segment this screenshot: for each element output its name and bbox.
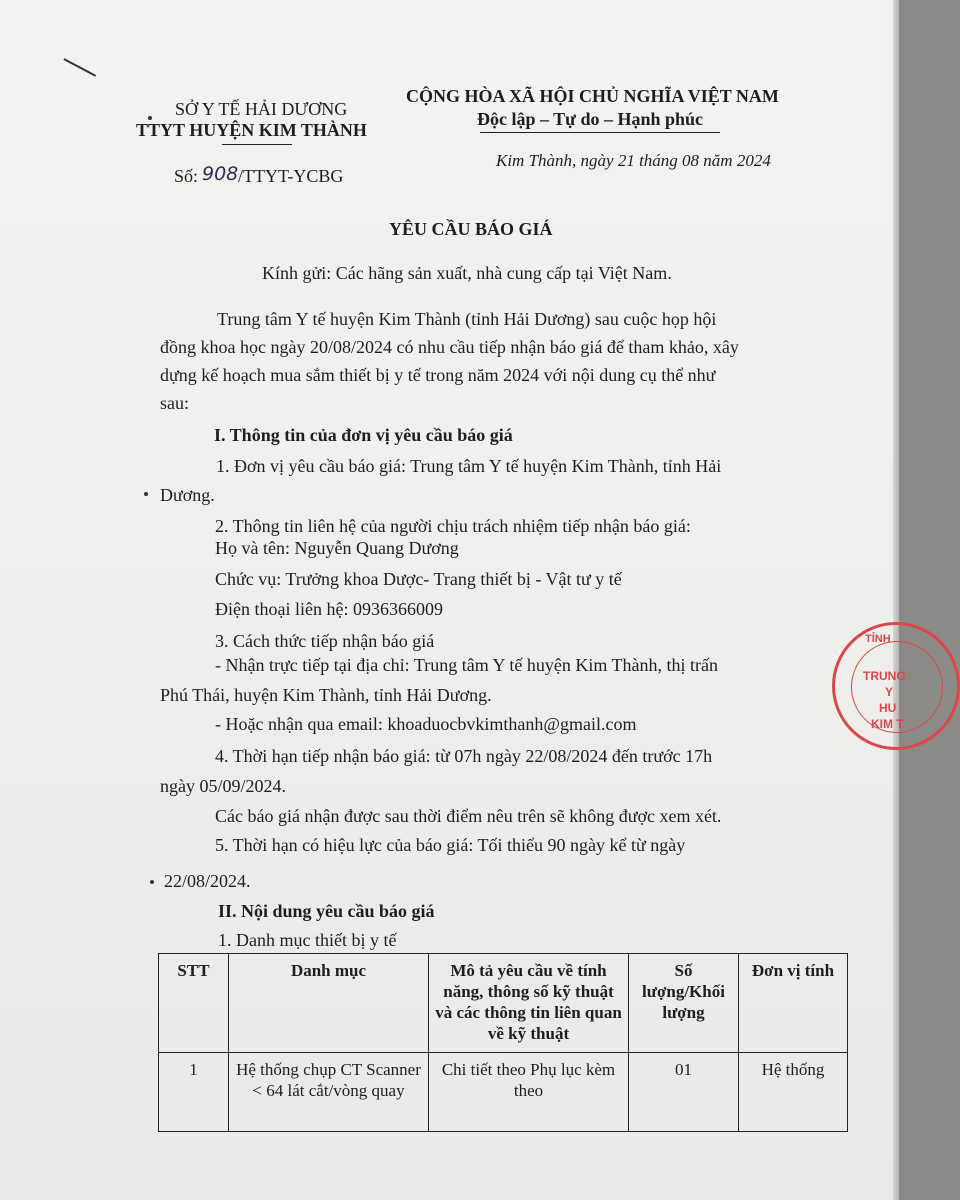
email-line: - Hoặc nhận qua email: khoaduocbvkimthanh@gmail.com <box>215 714 637 734</box>
section-2-heading: II. Nội dung yêu cầu báo giá <box>218 901 435 921</box>
intro-line-3: dựng kế hoạch mua sắm thiết bị y tế trong năm 2024 với nội dung cụ thể như <box>160 365 716 385</box>
official-stamp <box>832 622 960 750</box>
cell-item: Hệ thống chụp CT Scanner < 64 lát cắt/vòng quay <box>229 1053 429 1132</box>
stamp-text-line4: KIM T <box>871 717 904 731</box>
motto-underline <box>480 132 720 133</box>
margin-dot <box>144 492 148 496</box>
paper-edge <box>893 0 899 1200</box>
stamp-text-line3: HU <box>879 701 897 715</box>
unit-name: TTYT HUYỆN KIM THÀNH <box>136 120 367 140</box>
country-name: CỘNG HÒA XÃ HỘI CHỦ NGHĨA VIỆT NAM <box>406 86 779 106</box>
equipment-table <box>158 953 848 1132</box>
direct-address-line-1: - Nhận trực tiếp tại địa chỉ: Trung tâm Y tế huyện Kim Thành, thị trấn <box>215 655 718 675</box>
cell-stt: 1 <box>159 1053 229 1132</box>
date-line: Kim Thành, ngày 21 tháng 08 năm 2024 <box>496 151 771 170</box>
section-1-heading: I. Thông tin của đơn vị yêu cầu báo giá <box>214 425 513 445</box>
org-line-1: 1. Đơn vị yêu cầu báo giá: Trung tâm Y tế huyện Kim Thành, tỉnh Hải <box>216 456 722 476</box>
late-note: Các báo giá nhận được sau thời điểm nêu trên sẽ không được xem xét. <box>215 806 722 826</box>
org-line-2: Dương. <box>160 485 215 505</box>
contact-name: Họ và tên: Nguyễn Quang Dương <box>215 538 459 558</box>
header-unit: Đơn vị tính <box>739 954 848 1053</box>
deadline-line-2: ngày 05/09/2024. <box>160 776 286 796</box>
direct-address-line-2: Phú Thái, huyện Kim Thành, tỉnh Hải Dương. <box>160 685 492 705</box>
stamp-text-top: TỈNH <box>865 633 891 645</box>
doc-number-suffix: /TTYT-YCBG <box>238 166 344 186</box>
cell-unit: Hệ thống <box>739 1053 848 1132</box>
margin-dot <box>150 880 154 884</box>
cell-description: Chi tiết theo Phụ lục kèm theo <box>429 1053 629 1132</box>
intro-line-4: sau: <box>160 393 189 413</box>
validity-line-1: 5. Thời hạn có hiệu lực của báo giá: Tối thiểu 90 ngày kể từ ngày <box>215 835 686 855</box>
equipment-list-title: 1. Danh mục thiết bị y tế <box>218 930 397 950</box>
intro-line-1: Trung tâm Y tế huyện Kim Thành (tỉnh Hải Dương) sau cuộc họp hội <box>217 309 717 329</box>
header-item: Danh mục <box>229 954 429 1053</box>
header-description: Mô tả yêu cầu về tính năng, thông số kỹ thuật và các thông tin liên quan về kỹ thuật <box>429 954 629 1053</box>
contact-phone: Điện thoại liên hệ: 0936366009 <box>215 599 443 619</box>
doc-number-handwritten: 908 <box>202 163 239 185</box>
stamp-text-line2: Y <box>885 685 894 699</box>
contact-heading: 2. Thông tin liên hệ của người chịu trách nhiệm tiếp nhận báo giá: <box>215 516 691 536</box>
receive-method-heading: 3. Cách thức tiếp nhận báo giá <box>215 631 435 651</box>
document-title: YÊU CẦU BÁO GIÁ <box>389 219 553 239</box>
motto: Độc lập – Tự do – Hạnh phúc <box>477 109 704 129</box>
contact-position: Chức vụ: Trưởng khoa Dược- Trang thiết bị - Vật tư y tế <box>215 569 622 589</box>
table-row <box>159 1053 848 1132</box>
table-header-row <box>159 954 848 1053</box>
validity-line-2: 22/08/2024. <box>164 871 251 891</box>
intro-line-2: đồng khoa học ngày 20/08/2024 có nhu cầu tiếp nhận báo giá để tham khảo, xây <box>160 337 739 357</box>
unit-underline <box>222 144 292 145</box>
stamp-text-line1: TRUNG <box>863 669 906 683</box>
cell-quantity: 01 <box>629 1053 739 1132</box>
header-quantity: Số lượng/Khối lượng <box>629 954 739 1053</box>
ministry-name: SỞ Y TẾ HẢI DƯƠNG <box>175 99 348 119</box>
doc-number-prefix: Số: <box>174 166 199 186</box>
deadline-line-1: 4. Thời hạn tiếp nhận báo giá: từ 07h ngày 22/08/2024 đến trước 17h <box>215 746 713 766</box>
header-stt: STT <box>159 954 229 1053</box>
recipient-line: Kính gửi: Các hãng sản xuất, nhà cung cấp tại Việt Nam. <box>262 263 672 283</box>
